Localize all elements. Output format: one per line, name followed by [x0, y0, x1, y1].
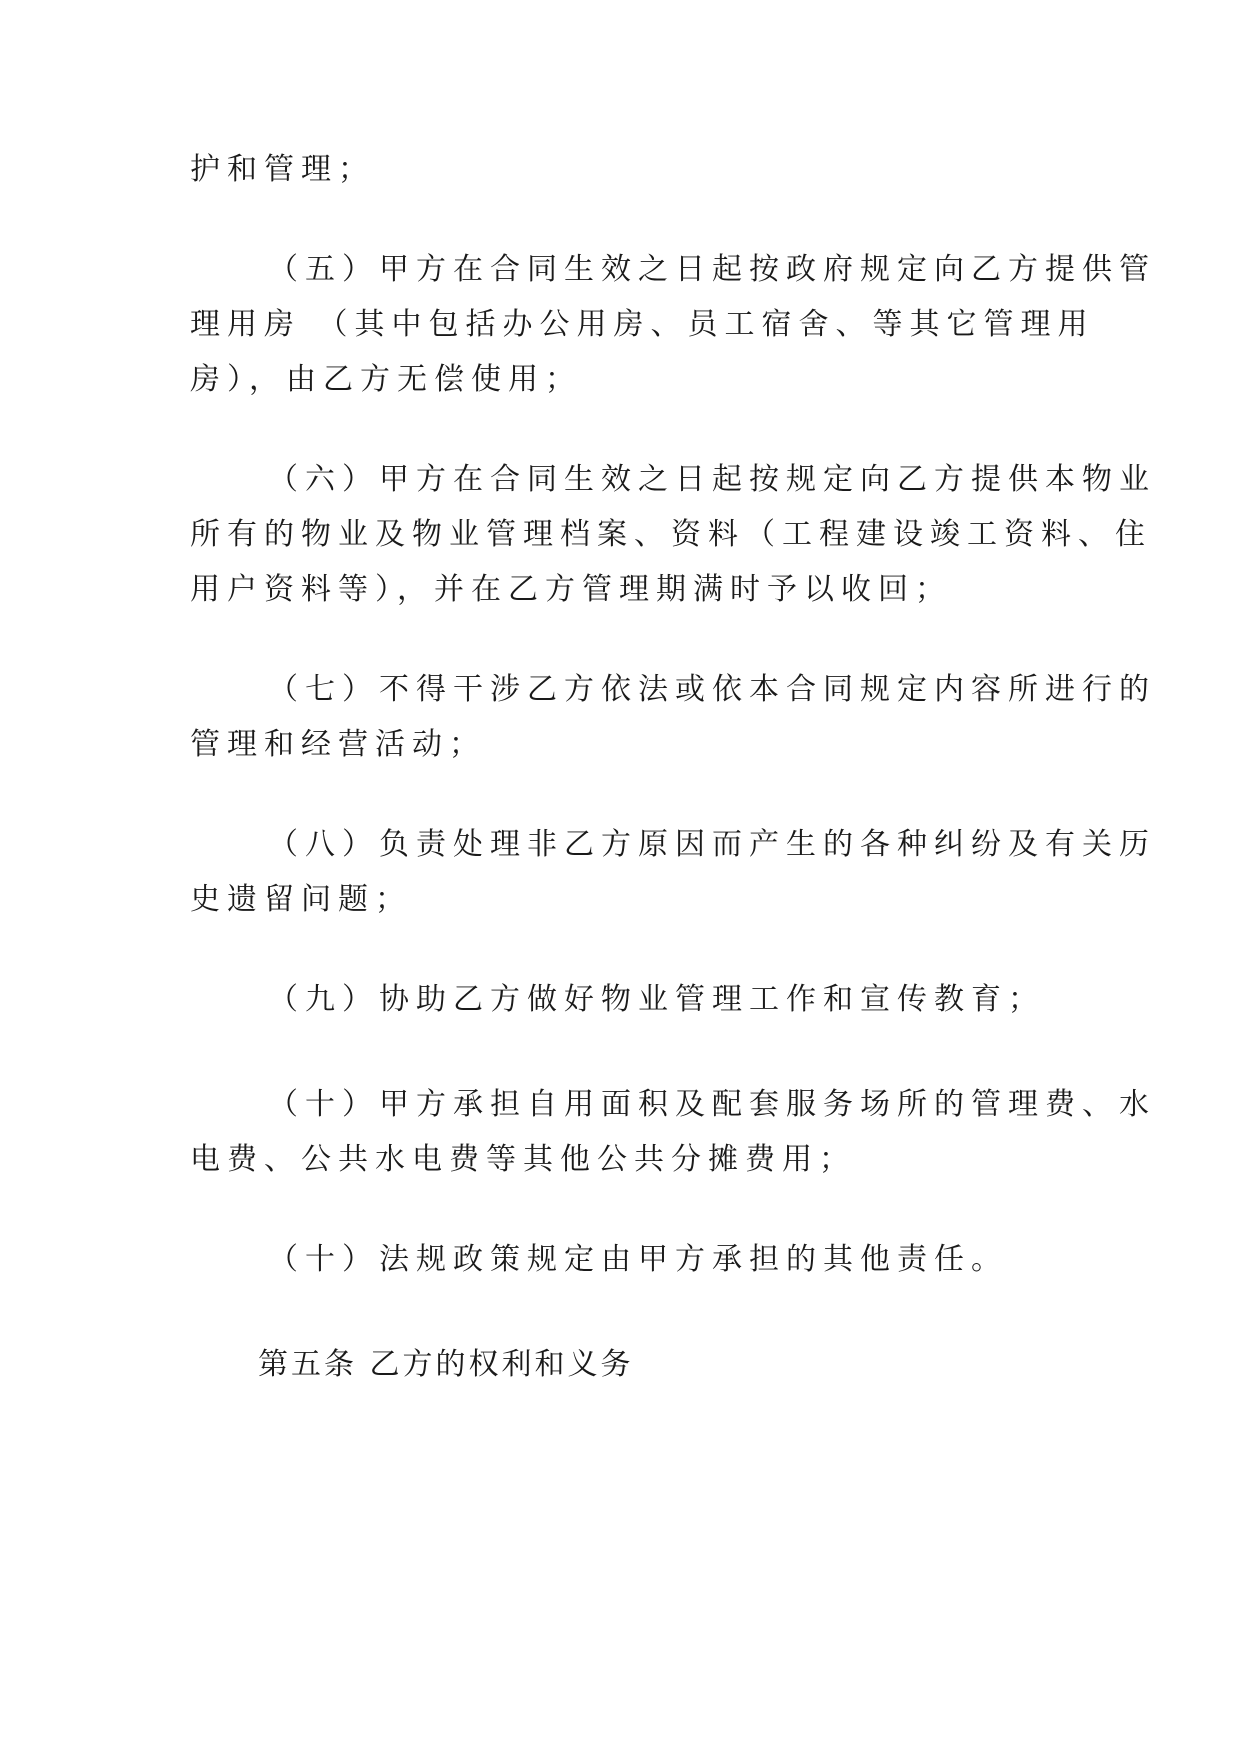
clause-line: 史遗留问题； — [190, 882, 412, 917]
clause-line: 所有的物业及物业管理档案、资料（工程建设竣工资料、住 — [190, 517, 1152, 552]
clause-line: （六）甲方在合同生效之日起按规定向乙方提供本物业 — [268, 462, 1156, 497]
clause-line: （十）甲方承担自用面积及配套服务场所的管理费、水 — [268, 1087, 1156, 1122]
clause-line: （九）协助乙方做好物业管理工作和宣传教育； — [268, 982, 1045, 1017]
clause-line: （十）法规政策规定由甲方承担的其他责任。 — [268, 1242, 1008, 1277]
continuation-line: 护和管理； — [190, 152, 375, 187]
clause-line: （五）甲方在合同生效之日起按政府规定向乙方提供管 — [268, 252, 1156, 287]
clause-line: 用户资料等），并在乙方管理期满时予以收回； — [190, 572, 952, 607]
clause-line: （七）不得干涉乙方依法或依本合同规定内容所进行的 — [268, 672, 1156, 707]
clause-line: （八）负责处理非乙方原因而产生的各种纠纷及有关历 — [268, 827, 1156, 862]
clause-line: 电费、公共水电费等其他公共分摊费用； — [190, 1142, 856, 1177]
clause-line: 管理和经营活动； — [190, 727, 486, 762]
clause-line: 理用房 （其中包括办公用房、员工宿舍、等其它管理用 — [190, 307, 1095, 342]
section-heading: 第五条 乙方的权利和义务 — [258, 1347, 634, 1382]
clause-line: 房），由乙方无偿使用； — [190, 362, 582, 397]
